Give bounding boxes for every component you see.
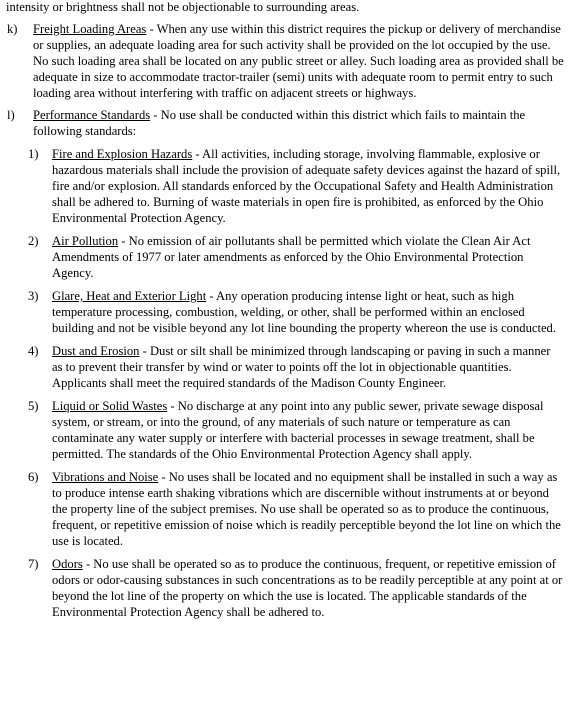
standards-list bbox=[0, 146, 565, 620]
standard-body bbox=[52, 233, 563, 281]
standard-label: 3) bbox=[28, 289, 39, 303]
standard-heading: Vibrations and Noise bbox=[52, 470, 159, 484]
standard-label: 2) bbox=[28, 234, 39, 248]
standard-liquid-solid-wastes bbox=[28, 398, 563, 462]
standard-body bbox=[52, 469, 563, 549]
standard-body bbox=[52, 146, 563, 226]
item-body bbox=[33, 21, 565, 101]
standard-fire-explosion bbox=[28, 146, 563, 226]
standard-text: - All activities, including storage, involving flammable, explosive or hazardous materials shall include the provision of adequate safety devices against the hazard of spill, fire and/or explosion. All standards enforced by the Occupational Safety and Health Administration shall be adhered to. Burning of waste materials in open fire is prohibited, as enforced by the Ohio Environmental Protection Agency. bbox=[52, 147, 561, 225]
standard-odors bbox=[28, 556, 563, 620]
standard-text: - Any operation producing intense light or heat, such as high temperature processing, combustion, welding, or other, shall be performed within an enclosed building and not be visible beyond any lot line bounding the property whereon the use is conducted. bbox=[52, 289, 556, 335]
standard-body bbox=[52, 556, 563, 620]
standard-heading: Liquid or Solid Wastes bbox=[52, 399, 168, 413]
standard-body bbox=[52, 288, 563, 336]
standard-body bbox=[52, 398, 563, 462]
continued-paragraph: intensity or brightness shall not be objectionable to surrounding areas. bbox=[6, 0, 360, 14]
standard-body bbox=[52, 343, 563, 391]
standard-text: - No discharge at any point into any public sewer, private sewage disposal system, or stream, or into the ground, of any materials of such nature or temperature as can contaminate any water supply or interfere with bacterial processes in sewage treatment, shall be permitted. The standards of the Ohio Environmental Protection Agency shall apply. bbox=[52, 399, 544, 461]
standard-text: - No use shall be operated so as to produce the continuous, frequent, or repetitive emission of odors or odor-causing substances in such concentrations as to be readily perceptible at any point at or beyond the lot line of the property on which the use is located. The applicable standards of the Environmental Protection Agency shall be adhered to. bbox=[52, 557, 563, 619]
item-label: k) bbox=[7, 22, 18, 36]
standard-vibrations-noise bbox=[28, 469, 563, 549]
standard-text: - Dust or silt shall be minimized through landscaping or paving in such a manner as to prevent their transfer by wind or water to points off the lot in objectionable quantities. Applicants shall meet the required standards of the Madison County Engineer. bbox=[52, 344, 551, 390]
item-freight-loading-areas bbox=[7, 21, 565, 101]
standard-heading: Fire and Explosion Hazards bbox=[52, 147, 193, 161]
standard-heading: Dust and Erosion bbox=[52, 344, 140, 358]
standard-label: 1) bbox=[28, 147, 39, 161]
item-body bbox=[28, 107, 565, 627]
standard-air-pollution bbox=[28, 233, 563, 281]
standard-heading: Air Pollution bbox=[52, 234, 119, 248]
standard-dust-erosion bbox=[28, 343, 563, 391]
standard-label: 5) bbox=[28, 399, 39, 413]
standard-heading: Odors bbox=[52, 557, 83, 571]
item-text: - No use shall be conducted within this district which fails to maintain the following standards: bbox=[33, 108, 526, 138]
item-heading: Freight Loading Areas bbox=[33, 22, 147, 36]
standard-label: 4) bbox=[28, 344, 39, 358]
standard-heading: Glare, Heat and Exterior Light bbox=[52, 289, 207, 303]
standard-label: 6) bbox=[28, 470, 39, 484]
standard-text: - No uses shall be located and no equipment shall be installed in such a way as to produce intense earth shaking vibrations which are discernible without instruments at or beyond the property line of the subject premises. No use shall be operated so as to produce the continuous, frequent, or repetitive emission of noise which is readily perceptible beyond the lot line on which the use is located. bbox=[52, 470, 561, 548]
item-label: l) bbox=[7, 108, 15, 122]
standard-label: 7) bbox=[28, 557, 39, 571]
item-heading: Performance Standards bbox=[33, 108, 151, 122]
standard-text: - No emission of air pollutants shall be permitted which violate the Clean Air Act Amendments of 1977 or later amendments as enforced by the Ohio Environmental Protection Agency. bbox=[52, 234, 531, 280]
item-intro bbox=[33, 107, 565, 139]
item-performance-standards bbox=[7, 107, 565, 627]
item-text: - When any use within this district requires the pickup or delivery of merchandise or supplies, an adequate loading area for such activity shall be provided on the lot occupied by the use. No such loading area shall be located on any public street or alley. Such loading area as provided shall be adequate in size to accommodate tractor-trailer (semi) units with adequate room to permit entry to such loading area without interfering with traffic on adjacent streets or highways. bbox=[33, 22, 564, 100]
standard-glare-heat-light bbox=[28, 288, 563, 336]
